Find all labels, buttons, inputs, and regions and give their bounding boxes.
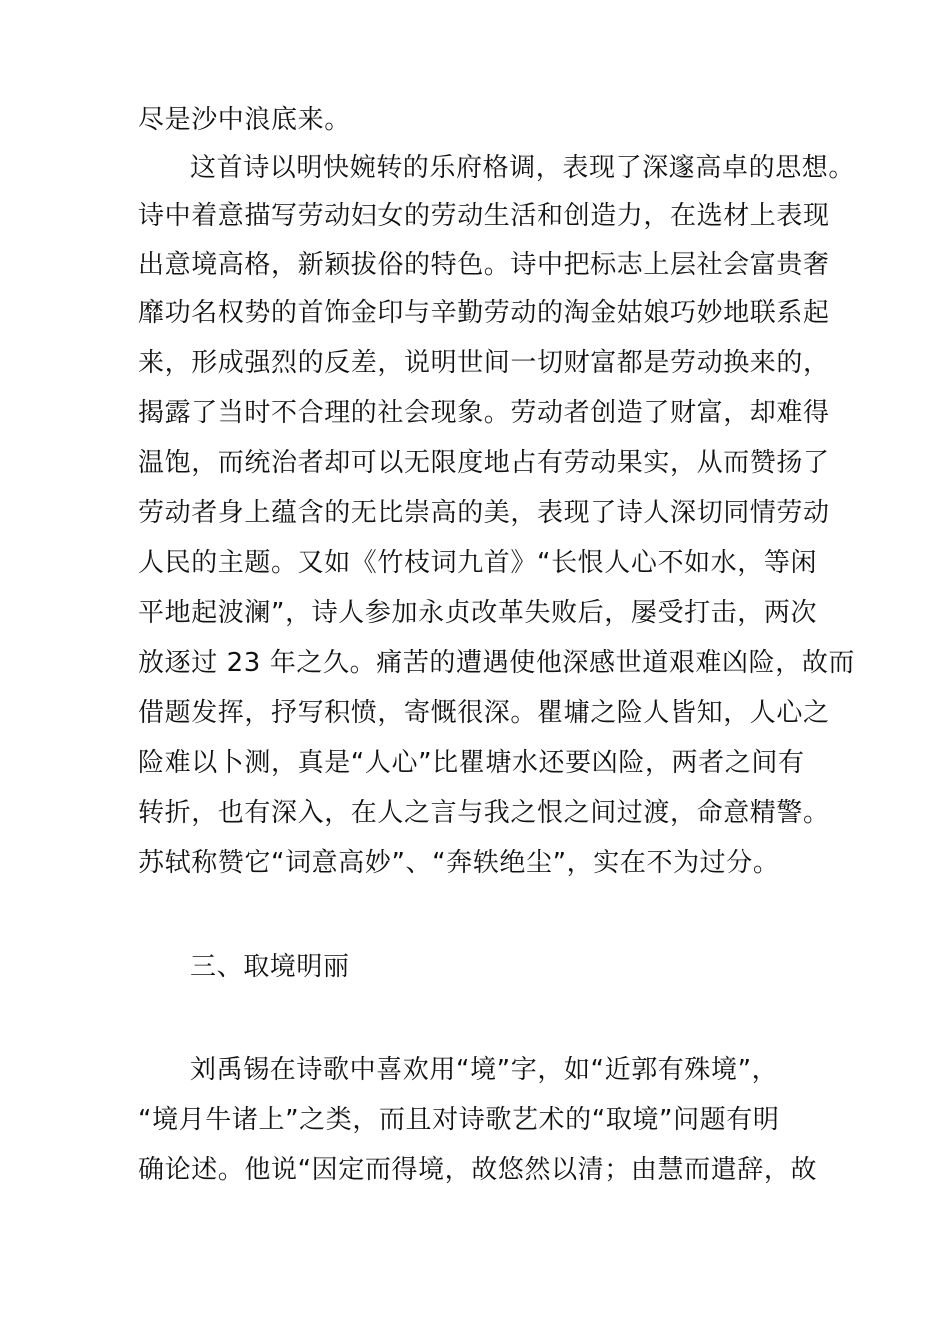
text-line: 诗中着意描写劳动妇女的劳动生活和创造力，在选材上表现 <box>138 201 830 231</box>
section-heading: 三、取境明丽 <box>190 952 350 982</box>
text-line: 放逐过 23 年之久。痛苦的遭遇使他深感世道艰难凶险，故而 <box>138 648 856 678</box>
text-line: 险难以卜测，真是“人心”比瞿塘水还要凶险，两者之间有 <box>138 748 805 778</box>
text-line: 尽是沙中浪底来。 <box>138 105 351 135</box>
paragraph-start-line: 这首诗以明快婉转的乐府格调，表现了深邃高卓的思想。 <box>190 153 856 183</box>
text-line: 苏轼称赞它“词意高妙”、“奔轶绝尘”，实在不为过分。 <box>138 848 780 878</box>
text-line: 劳动者身上蕴含的无比崇高的美，表现了诗人深切同情劳动 <box>138 498 830 528</box>
text-line: “境月牛诸上”之类，而且对诗歌艺术的“取境”问题有明 <box>138 1105 780 1135</box>
text-line: 靡功名权势的首饰金印与辛勤劳动的淘金姑娘巧妙地联系起 <box>138 298 830 328</box>
text-line: 人民的主题。又如《竹枝词九首》“长恨人心不如水，等闲 <box>138 548 818 578</box>
text-line: 确论述。他说“因定而得境，故悠然以清；由慧而遣辞，故 <box>138 1155 818 1185</box>
text-line: 转折，也有深入，在人之言与我之恨之间过渡，命意精警。 <box>138 798 830 828</box>
text-line: 出意境高格，新颖拔俗的特色。诗中把标志上层社会富贵奢 <box>138 250 830 280</box>
text-line: 来，形成强烈的反差，说明世间一切财富都是劳动换来的， <box>138 348 830 378</box>
text-line: 揭露了当时不合理的社会现象。劳动者创造了财富，却难得 <box>138 398 830 428</box>
text-line: 借题发挥，抒写积愤，寄慨很深。瞿墉之险人皆知，人心之 <box>138 698 830 728</box>
text-line: 温饱，而统治者却可以无限度地占有劳动果实，从而赞扬了 <box>138 448 830 478</box>
text-line: 平地起波澜”，诗人参加永贞改革失败后，屡受打击，两次 <box>138 598 818 628</box>
paragraph-start-line: 刘禹锡在诗歌中喜欢用“境”字，如“近郭有殊境”， <box>190 1055 779 1085</box>
